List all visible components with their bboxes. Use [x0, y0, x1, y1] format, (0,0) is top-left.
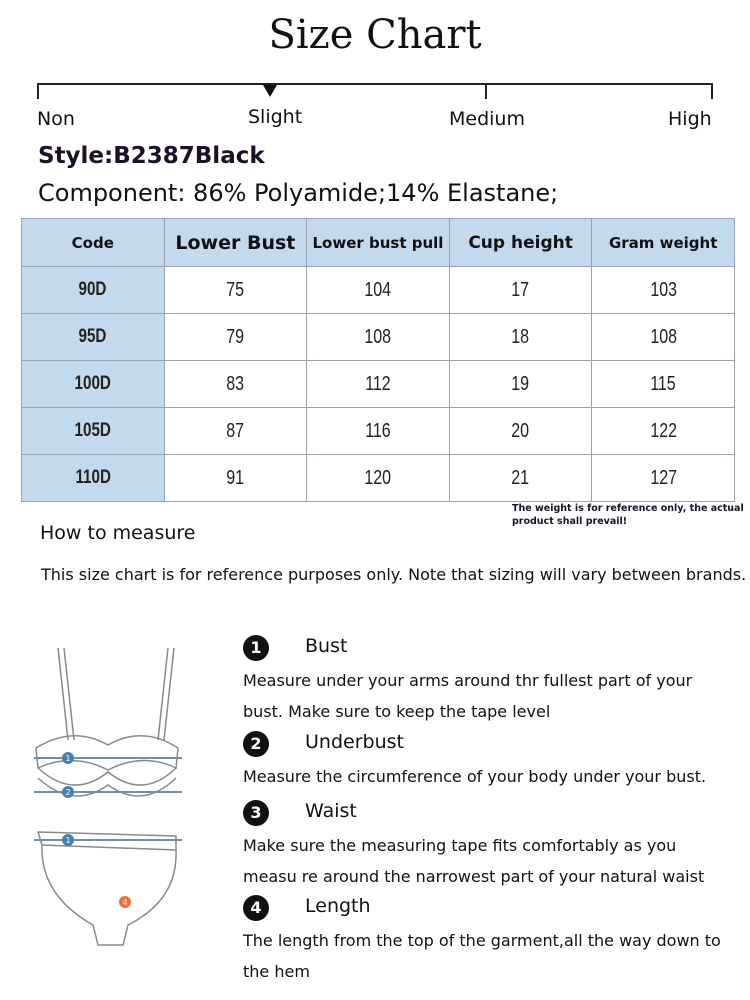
- cell-lower-bust: 91: [164, 455, 307, 502]
- how-to-measure-heading: How to measure: [40, 522, 196, 544]
- cell-lower-bust: 87: [164, 408, 307, 455]
- step-number-icon: 2: [243, 731, 269, 757]
- marker-4-label: 4: [122, 898, 128, 907]
- stretch-label-slight: Slight: [248, 106, 303, 128]
- cell-cup-height: 19: [449, 361, 592, 408]
- measurement-diagram: [28, 640, 188, 980]
- cell-code: 105D: [22, 408, 165, 455]
- diagram-markers: [62, 752, 131, 908]
- marker-2-label: 2: [65, 788, 71, 797]
- component-text: Component: 86% Polyamide;14% Elastane;: [38, 179, 559, 207]
- table-row: [22, 267, 735, 314]
- cell-gram-weight: 122: [592, 408, 735, 455]
- cell-cup-height: 21: [449, 455, 592, 502]
- table-row: [22, 314, 735, 361]
- step-title: Underbust: [305, 731, 404, 753]
- step-title: Waist: [305, 800, 357, 822]
- step-waist: [243, 800, 733, 890]
- header-gram-weight: Gram weight: [592, 219, 735, 267]
- step-number-icon: 3: [243, 800, 269, 826]
- cell-code: 110D: [22, 455, 165, 502]
- header-lower-bust-pull: Lower bust pull: [307, 219, 450, 267]
- step-description: The length from the top of the garment,all the way down to the hem: [243, 931, 721, 981]
- marker-1-label: 1: [65, 754, 71, 763]
- marker-3-label: 1: [65, 836, 71, 845]
- step-number-icon: 4: [243, 895, 269, 921]
- table-row: [22, 408, 735, 455]
- cell-cup-height: 18: [449, 314, 592, 361]
- cell-gram-weight: 108: [592, 314, 735, 361]
- stretch-tick-non: [37, 83, 39, 99]
- step-title: Bust: [305, 635, 348, 657]
- step-number-icon: 1: [243, 635, 269, 661]
- step-underbust: [243, 731, 733, 791]
- cell-lower-bust: 79: [164, 314, 307, 361]
- header-code: Code: [22, 219, 165, 267]
- cell-cup-height: 20: [449, 408, 592, 455]
- bikini-diagram-icon: [28, 640, 188, 980]
- cell-gram-weight: 127: [592, 455, 735, 502]
- stretch-label-non: Non: [37, 108, 75, 130]
- cell-lower-bust: 75: [164, 267, 307, 314]
- weight-note: The weight is for reference only, the actual product shall prevail!: [512, 503, 744, 527]
- cell-lower-bust: 83: [164, 361, 307, 408]
- step-bust: [243, 635, 733, 725]
- step-length: [243, 895, 733, 990]
- table-row: [22, 361, 735, 408]
- cell-lower-bust-pull: 112: [307, 361, 450, 408]
- cell-code: 100D: [22, 361, 165, 408]
- stretch-selected-marker-icon: [263, 85, 277, 97]
- step-description: Measure under your arms around thr fullest part of your bust. Make sure to keep the tape level: [243, 671, 693, 721]
- stretch-label-medium: Medium: [449, 108, 525, 130]
- cell-lower-bust-pull: 116: [307, 408, 450, 455]
- header-lower-bust: Lower Bust: [164, 219, 307, 267]
- cell-cup-height: 17: [449, 267, 592, 314]
- stretch-label-high: High: [668, 108, 712, 130]
- style-code: Style:B2387Black: [38, 143, 265, 169]
- step-title: Length: [305, 895, 371, 917]
- cell-gram-weight: 115: [592, 361, 735, 408]
- cell-code: 90D: [22, 267, 165, 314]
- size-table-header-row: [22, 219, 735, 267]
- page-title: Size Chart: [268, 12, 482, 58]
- step-description: Make sure the measuring tape fits comfortably as you measu re around the narrowest part of your natural waist: [243, 836, 705, 886]
- stretch-scale: [37, 83, 713, 101]
- table-row: [22, 455, 735, 502]
- header-cup-height: Cup height: [449, 219, 592, 267]
- stretch-tick-high: [711, 83, 713, 99]
- cell-lower-bust-pull: 108: [307, 314, 450, 361]
- stretch-scale-line: [37, 83, 713, 85]
- cell-lower-bust-pull: 120: [307, 455, 450, 502]
- disclaimer-text: This size chart is for reference purposes only. Note that sizing will vary between brands.: [41, 565, 747, 584]
- size-table: [21, 218, 735, 502]
- stretch-tick-medium: [485, 83, 487, 99]
- cell-code: 95D: [22, 314, 165, 361]
- cell-gram-weight: 103: [592, 267, 735, 314]
- cell-lower-bust-pull: 104: [307, 267, 450, 314]
- step-description: Measure the circumference of your body under your bust.: [243, 767, 707, 786]
